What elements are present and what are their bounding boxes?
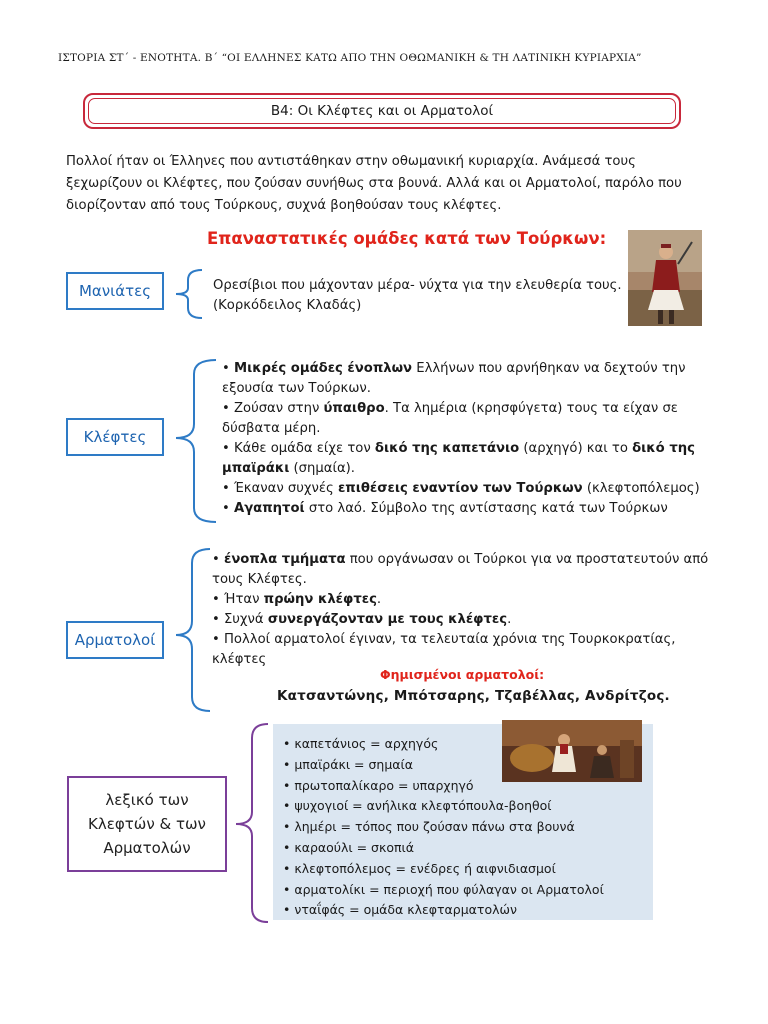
glossary-item: • καπετάνιος = αρχηγός: [283, 736, 439, 751]
kleftes-brace: [170, 358, 220, 526]
glossary-item: • νταΐφάς = ομάδα κλεφταρματολών: [283, 902, 517, 918]
glossary-label-line: λεξικό των: [105, 791, 189, 809]
kleftes-line: • Ζούσαν στην ύπαιθρο. Τα λημέρια (κρησφύγετα) τους τα είχαν σε: [222, 401, 678, 416]
kleftes-line: • Μικρές ομάδες ένοπλων Ελλήνων που αρνήθηκαν να δεχτούν την: [222, 361, 686, 376]
lesson-title: Β4: Οι Κλέφτες και οι Αρματολοί: [88, 98, 676, 124]
maniates-brace: [170, 268, 206, 320]
intro-line: Πολλοί ήταν οι Έλληνες που αντιστάθηκαν στην οθωμανική κυριαρχία. Ανάμεσά τους: [66, 154, 636, 169]
armatoloi-line: τους Κλέφτες.: [212, 572, 307, 587]
intro-paragraph: [66, 151, 706, 217]
famous-armatoloi-title: Φημισμένοι αρματολοί:: [380, 667, 545, 682]
maniates-line: (Κορκόδειλος Κλαδάς): [213, 298, 362, 313]
maniates-line: Ορεσίβιοι που μάχονταν μέρα- νύχτα για την ελευθερία τους.: [213, 278, 622, 293]
glossary-item: • καραούλι = σκοπιά: [283, 839, 414, 855]
glossary-item: • πρωτοπαλίκαρο = υπαρχηγό: [283, 777, 474, 793]
glossary-item: • κλεφτοπόλεμος = ενέδρες ή αιφνιδιασμοί: [283, 860, 556, 876]
maniates-description: [213, 276, 622, 316]
armatoloi-line: κλέφτες: [212, 652, 267, 667]
armatoloi-label: Αρματολοί: [66, 621, 164, 659]
glossary-label-line: Κλεφτών & των: [88, 815, 206, 833]
armatoloi-line: • Ήταν πρώην κλέφτες.: [212, 592, 382, 607]
kleftes-description: [222, 359, 700, 519]
klephts-painting-image: [502, 720, 642, 782]
kleftes-line: μπαϊράκι (σημαία).: [222, 461, 355, 476]
maniates-label: Μανιάτες: [66, 272, 164, 310]
armatoloi-line: • Συχνά συνεργάζονταν με τους κλέφτες.: [212, 612, 512, 627]
armatoloi-description: [212, 550, 708, 670]
armatoloi-line: • Πολλοί αρματολοί έγιναν, τα τελευταία χρόνια της Τουρκοκρατίας,: [212, 632, 676, 647]
page-header: ΙΣΤΟΡΙΑ ΣΤ΄ - ΕΝΟΤΗΤΑ. Β΄ “ΟΙ ΕΛΛΗΝΕΣ ΚΑΤΩ ΑΠΟ ΤΗΝ ΟΘΩΜΑΝΙΚΗ & ΤΗ ΛΑΤΙΝΙΚΗ ΚΥΡΙΑΡΧΙΑ”: [58, 52, 642, 64]
intro-line: διορίζονταν από τους Τούρκους, συχνά βοηθούσαν τους κλέφτες.: [66, 198, 502, 213]
armatoloi-brace: [170, 547, 214, 715]
warrior-portrait-image: [628, 230, 702, 326]
glossary-label: [67, 776, 227, 872]
armatoloi-line: • ένοπλα τμήματα που οργάνωσαν οι Τούρκοι για να προστατευτούν από: [212, 552, 709, 567]
kleftes-line: • Κάθε ομάδα είχε τον δικό της καπετάνιο (αρχηγό) και το δικό της: [222, 441, 695, 456]
kleftes-line: δύσβατα μέρη.: [222, 421, 321, 436]
glossary-item: • μπαϊράκι = σημαία: [283, 756, 413, 772]
kleftes-line: εξουσία των Τούρκων.: [222, 381, 371, 396]
kleftes-line: • Έκαναν συχνές επιθέσεις εναντίον των Τούρκων (κλεφτοπόλεμος): [222, 481, 700, 496]
kleftes-line: • Αγαπητοί στο λαό. Σύμβολο της αντίστασης κατά των Τούρκων: [222, 501, 668, 516]
glossary-label-line: Αρματολών: [103, 839, 191, 857]
famous-armatoloi-names: Κατσαντώνης, Μπότσαρης, Τζαβέλλας, Ανδρίτζος.: [277, 688, 670, 704]
glossary-item: • αρματολίκι = περιοχή που φύλαγαν οι Αρματολοί: [283, 881, 604, 897]
section-subheading: Επαναστατικές ομάδες κατά των Τούρκων:: [207, 229, 607, 248]
intro-line: ξεχωρίζουν οι Κλέφτες, που ζούσαν συνήθως στα βουνά. Αλλά και οι Αρματολοί, παρόλο που: [66, 176, 682, 191]
kleftes-label: Κλέφτες: [66, 418, 164, 456]
glossary-brace: [232, 722, 272, 926]
glossary-item: • ψυχογιοί = ανήλικα κλεφτόπουλα-βοηθοί: [283, 798, 552, 814]
glossary-item: • λημέρι = τόπος που ζούσαν πάνω στα βουνά: [283, 819, 575, 835]
title-box: [83, 93, 681, 129]
